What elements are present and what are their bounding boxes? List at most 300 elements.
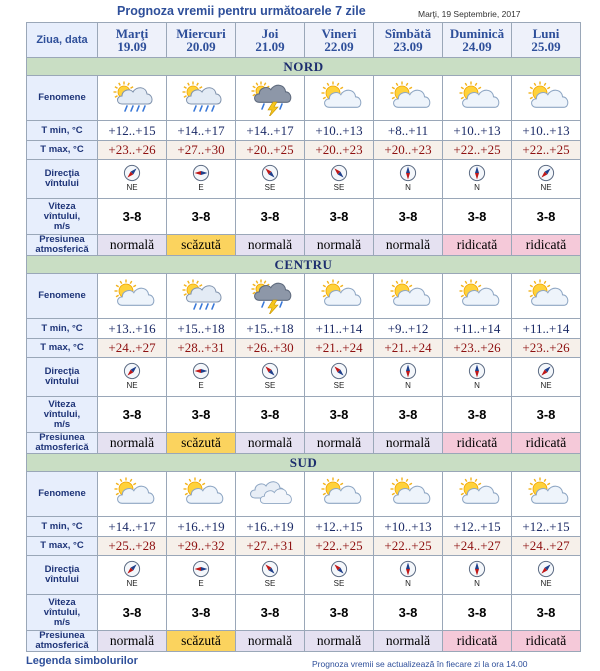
wind-direction-cell: [98, 556, 167, 595]
tmax-value: +27..+31: [246, 538, 294, 553]
wind-speed-value: 3-8: [329, 208, 349, 224]
tmin-row: [27, 319, 581, 339]
pressure-cell: [98, 631, 167, 652]
sun-cloud-icon: [523, 80, 569, 116]
wind-direction: [468, 560, 486, 588]
wind-speed-value: 3-8: [260, 208, 280, 224]
sun-cloud-rain-icon: [178, 278, 224, 314]
wind-speed-row: [27, 595, 581, 631]
wind-direction: [192, 362, 210, 390]
tmax-value: +22..+25: [315, 538, 363, 553]
wind-speed-value: 3-8: [398, 208, 418, 224]
pressure-cell: [167, 235, 236, 256]
wind-direction-cell: [374, 556, 443, 595]
wind-speed-value: 3-8: [191, 208, 211, 224]
pressure-value: normală: [247, 633, 293, 648]
tmin-value: +9..+12: [387, 320, 429, 336]
wind-direction-cell: [305, 556, 374, 595]
phenomena-cell: [236, 472, 305, 517]
phenomena-cell: [512, 472, 581, 517]
wind-direction-label: [27, 358, 98, 397]
wind-direction-arrow-icon: [537, 164, 555, 182]
tmin-value: +15..+18: [246, 320, 294, 336]
wind-speed-value: 3-8: [398, 406, 418, 422]
phenomena-cell: [305, 274, 374, 319]
wind-speed-cell: [167, 199, 236, 235]
wind-direction-arrow-icon: [330, 362, 348, 380]
tmin-cell: [98, 121, 167, 141]
wind-direction-label: [27, 556, 98, 595]
wind-direction-cell: [167, 160, 236, 199]
wind-direction-text: SE: [264, 380, 276, 390]
wind-direction-cell: [512, 358, 581, 397]
wind-direction-arrow-icon: [261, 362, 279, 380]
tmax-value: +24..+27: [108, 340, 156, 355]
tmin-value: +11..+14: [522, 320, 570, 336]
tmax-label-text: T max, °C: [40, 342, 84, 353]
tmin-value: +10..+13: [315, 122, 363, 138]
day-header: [374, 23, 443, 58]
wind-speed-cell: [512, 397, 581, 433]
update-note: Prognoza vremii se actualizează în fiecare zi la ora 14.00: [312, 659, 528, 669]
wind-speed-cell: [305, 595, 374, 631]
wind-speed-row: [27, 397, 581, 433]
tmin-value: +16..+19: [177, 518, 225, 534]
pressure-value: normală: [109, 633, 155, 648]
day-name: Joi: [261, 25, 279, 41]
sun-cloud-icon: [385, 278, 431, 314]
pressure-cell: [98, 235, 167, 256]
tmax-value: +24..+27: [522, 538, 570, 553]
wind-speed-label-text: vîntului,: [43, 606, 81, 618]
pressure-cell: [374, 631, 443, 652]
tmax-label: [27, 339, 98, 358]
day-date: 23.09: [393, 38, 423, 54]
wind-speed-row: [27, 199, 581, 235]
tmin-cell: [236, 517, 305, 537]
wind-direction: [261, 164, 279, 192]
wind-direction-text: SE: [264, 578, 276, 588]
wind-speed-cell: [305, 199, 374, 235]
phenomena-cell: [512, 76, 581, 121]
tmin-value: +12..+15: [315, 518, 363, 534]
tmax-value: +20..+23: [315, 142, 363, 157]
wind-direction: [537, 560, 555, 588]
tmin-cell: [167, 517, 236, 537]
tmin-label: [27, 319, 98, 339]
day-date: 20.09: [186, 38, 216, 54]
wind-direction-cell: [236, 160, 305, 199]
tmax-cell: [167, 537, 236, 556]
pressure-value: normală: [385, 237, 431, 252]
tmin-row: [27, 121, 581, 141]
tmin-label-text: T min, °C: [41, 520, 83, 532]
wind-direction-label-text: Direcţia: [44, 366, 80, 377]
wind-direction-text: NE: [540, 380, 552, 390]
tmin-value: +11..+14: [315, 320, 363, 336]
wind-direction: [399, 164, 417, 192]
tmin-label-text: T min, °C: [41, 124, 83, 136]
wind-direction: [123, 560, 141, 588]
wind-direction-cell: [98, 160, 167, 199]
tmin-cell: [98, 319, 167, 339]
wind-direction-arrow-icon: [399, 362, 417, 380]
day-date-header: [27, 23, 98, 58]
pressure-cell: [443, 235, 512, 256]
wind-speed-value: 3-8: [329, 604, 349, 620]
tmax-value: +23..+26: [522, 340, 570, 355]
wind-speed-value: 3-8: [191, 604, 211, 620]
wind-direction-row: [27, 358, 581, 397]
pressure-cell: [443, 631, 512, 652]
wind-direction-text: SE: [333, 182, 345, 192]
wind-speed-label-text: Viteza: [48, 596, 76, 608]
wind-speed-value: 3-8: [536, 406, 556, 422]
tmax-cell: [305, 339, 374, 358]
wind-speed-cell: [98, 199, 167, 235]
region-row: [27, 454, 581, 472]
tmin-cell: [443, 319, 512, 339]
phenomena-cell: [98, 76, 167, 121]
tmin-label: [27, 517, 98, 537]
tmax-value: +24..+27: [453, 538, 501, 553]
sun-cloud-icon: [316, 476, 362, 512]
wind-speed-cell: [305, 397, 374, 433]
tmin-cell: [167, 121, 236, 141]
wind-direction-arrow-icon: [123, 362, 141, 380]
pressure-value: normală: [385, 435, 431, 450]
tmax-value: +21..+24: [315, 340, 363, 355]
wind-speed-label: [27, 595, 98, 631]
wind-speed-cell: [98, 595, 167, 631]
tmin-row: [27, 517, 581, 537]
tmin-value: +8..+11: [387, 122, 429, 138]
tmin-cell: [98, 517, 167, 537]
wind-direction-row: [27, 556, 581, 595]
tmax-cell: [512, 141, 581, 160]
sun-cloud-icon: [316, 278, 362, 314]
pressure-cell: [305, 433, 374, 454]
tmax-value: +23..+26: [108, 142, 156, 157]
wind-speed-value: 3-8: [122, 604, 142, 620]
wind-direction: [192, 560, 210, 588]
pressure-cell: [374, 433, 443, 454]
tmin-cell: [374, 517, 443, 537]
wind-speed-value: 3-8: [467, 604, 487, 620]
wind-direction-text: SE: [333, 380, 345, 390]
tmin-value: +12..+15: [108, 122, 156, 138]
pressure-cell: [167, 631, 236, 652]
tmin-cell: [236, 121, 305, 141]
tmax-cell: [443, 339, 512, 358]
tmin-cell: [305, 517, 374, 537]
wind-speed-value: 3-8: [467, 208, 487, 224]
sun-cloud-icon: [454, 476, 500, 512]
pressure-label: [27, 235, 98, 256]
region-title: SUD: [27, 454, 581, 472]
cloud-thunder-rain-icon: [247, 278, 293, 314]
pressure-cell: [512, 631, 581, 652]
tmax-cell: [98, 537, 167, 556]
phenomena-cell: [98, 472, 167, 517]
day-header: [305, 23, 374, 58]
pressure-cell: [236, 631, 305, 652]
wind-direction: [330, 164, 348, 192]
wind-speed-label-text: m/s: [53, 220, 71, 232]
tmax-value: +22..+25: [453, 142, 501, 157]
pressure-value: normală: [109, 435, 155, 450]
wind-speed-cell: [236, 199, 305, 235]
pressure-value: ridicată: [456, 237, 498, 252]
tmax-value: +22..+25: [384, 538, 432, 553]
tmax-value: +29..+32: [177, 538, 225, 553]
day-header: [512, 23, 581, 58]
pressure-label-text: Presiunea: [39, 630, 85, 641]
phenomena-cell: [305, 472, 374, 517]
wind-direction-text: E: [198, 380, 204, 390]
wind-speed-value: 3-8: [260, 604, 280, 620]
tmax-label: [27, 537, 98, 556]
tmax-value: +25..+28: [108, 538, 156, 553]
tmax-cell: [443, 141, 512, 160]
phenomena-label-text: Fenomene: [38, 290, 86, 301]
tmin-value: +15..+18: [177, 320, 225, 336]
day-header: [236, 23, 305, 58]
wind-direction-text: NE: [126, 182, 138, 192]
tmin-value: +12..+15: [453, 518, 501, 534]
day-name: Luni: [532, 25, 560, 41]
phenomena-label-text: Fenomene: [38, 92, 86, 103]
phenomena-cell: [512, 274, 581, 319]
sun-cloud-icon: [109, 476, 155, 512]
tmax-row: [27, 537, 581, 556]
tmin-cell: [167, 319, 236, 339]
current-date: Marţi, 19 Septembrie, 2017: [418, 9, 521, 19]
wind-direction: [192, 164, 210, 192]
pressure-cell: [305, 631, 374, 652]
tmin-cell: [512, 121, 581, 141]
wind-speed-cell: [167, 397, 236, 433]
tmax-value: +27..+30: [177, 142, 225, 157]
wind-direction-text: N: [405, 578, 411, 588]
pressure-cell: [305, 235, 374, 256]
wind-direction-arrow-icon: [192, 164, 210, 182]
pressure-value: scăzută: [181, 435, 221, 450]
tmin-value: +12..+15: [522, 518, 570, 534]
wind-speed-value: 3-8: [122, 406, 142, 422]
pressure-value: ridicată: [456, 633, 498, 648]
wind-speed-value: 3-8: [467, 406, 487, 422]
wind-direction: [330, 560, 348, 588]
wind-direction-cell: [512, 556, 581, 595]
wind-direction-arrow-icon: [468, 164, 486, 182]
wind-direction-arrow-icon: [330, 164, 348, 182]
wind-direction-text: N: [474, 182, 480, 192]
wind-speed-cell: [512, 595, 581, 631]
day-name: Duminică: [449, 25, 505, 41]
day-date: 21.09: [255, 38, 285, 54]
wind-direction-arrow-icon: [399, 560, 417, 578]
pressure-value: normală: [109, 237, 155, 252]
wind-speed-value: 3-8: [260, 406, 280, 422]
sun-cloud-icon: [385, 476, 431, 512]
wind-direction-text: NE: [540, 578, 552, 588]
pressure-value: normală: [385, 633, 431, 648]
sun-cloud-icon: [178, 476, 224, 512]
sun-cloud-icon: [385, 80, 431, 116]
pressure-label: [27, 631, 98, 652]
wind-direction-arrow-icon: [192, 560, 210, 578]
tmin-value: +10..+13: [453, 122, 501, 138]
tmin-value: +10..+13: [522, 122, 570, 138]
day-name: Sîmbătă: [384, 25, 432, 41]
wind-direction-cell: [512, 160, 581, 199]
sun-cloud-rain-icon: [178, 80, 224, 116]
wind-direction-row: [27, 160, 581, 199]
wind-direction-text: NE: [126, 578, 138, 588]
wind-direction: [261, 362, 279, 390]
wind-direction: [399, 362, 417, 390]
phenomena-row: [27, 76, 581, 121]
tmin-cell: [236, 319, 305, 339]
pressure-cell: [167, 433, 236, 454]
sun-cloud-icon: [523, 476, 569, 512]
wind-direction-cell: [236, 556, 305, 595]
wind-direction: [330, 362, 348, 390]
pressure-row: [27, 631, 581, 652]
wind-direction-arrow-icon: [261, 164, 279, 182]
wind-direction-cell: [374, 160, 443, 199]
wind-direction: [399, 560, 417, 588]
wind-direction-text: N: [474, 578, 480, 588]
header-row: [27, 23, 581, 58]
pressure-label-text: atmosferică: [35, 244, 89, 255]
pressure-value: normală: [316, 237, 362, 252]
tmin-value: +13..+16: [108, 320, 156, 336]
pressure-value: normală: [247, 435, 293, 450]
wind-speed-value: 3-8: [122, 208, 142, 224]
tmin-cell: [443, 517, 512, 537]
wind-direction: [261, 560, 279, 588]
region-row: [27, 58, 581, 76]
wind-direction-text: SE: [264, 182, 276, 192]
phenomena-label: [27, 274, 98, 319]
wind-speed-cell: [374, 397, 443, 433]
tmax-value: +28..+31: [177, 340, 225, 355]
wind-speed-cell: [236, 397, 305, 433]
phenomena-cell: [443, 76, 512, 121]
sun-cloud-icon: [109, 278, 155, 314]
wind-direction-arrow-icon: [468, 560, 486, 578]
wind-speed-label-text: vîntului,: [43, 210, 81, 222]
pressure-row: [27, 235, 581, 256]
pressure-value: scăzută: [181, 237, 221, 252]
tmax-cell: [236, 141, 305, 160]
wind-speed-label: [27, 397, 98, 433]
cloud-icon: [247, 476, 293, 512]
wind-direction-arrow-icon: [123, 164, 141, 182]
day-name: Marţi: [115, 25, 149, 41]
wind-direction-arrow-icon: [537, 362, 555, 380]
tmax-cell: [374, 537, 443, 556]
region-row: [27, 256, 581, 274]
pressure-cell: [443, 433, 512, 454]
tmin-label: [27, 121, 98, 141]
wind-direction-label-text: Direcţia: [44, 564, 80, 575]
tmax-cell: [512, 339, 581, 358]
tmax-value: +22..+25: [522, 142, 570, 157]
tmax-cell: [167, 141, 236, 160]
tmin-cell: [443, 121, 512, 141]
pressure-value: normală: [316, 633, 362, 648]
phenomena-label: [27, 76, 98, 121]
wind-direction-arrow-icon: [330, 560, 348, 578]
wind-direction-text: NE: [540, 182, 552, 192]
tmax-value: +21..+24: [384, 340, 432, 355]
tmax-value: +26..+30: [246, 340, 294, 355]
tmin-value: +11..+14: [453, 320, 501, 336]
tmax-value: +20..+23: [384, 142, 432, 157]
day-date: 19.09: [117, 38, 147, 54]
pressure-label-text: Presiunea: [39, 234, 85, 245]
wind-speed-label-text: vîntului,: [43, 408, 81, 420]
phenomena-cell: [236, 76, 305, 121]
wind-direction-text: N: [405, 380, 411, 390]
wind-speed-value: 3-8: [398, 604, 418, 620]
tmin-value: +10..+13: [384, 518, 432, 534]
pressure-label-text: Presiunea: [39, 432, 85, 443]
wind-speed-cell: [167, 595, 236, 631]
tmin-value: +14..+17: [177, 122, 225, 138]
sun-cloud-icon: [454, 80, 500, 116]
wind-direction-cell: [305, 358, 374, 397]
pressure-value: scăzută: [181, 633, 221, 648]
wind-direction-text: E: [198, 578, 204, 588]
day-date: 25.09: [531, 38, 561, 54]
wind-direction-cell: [167, 358, 236, 397]
phenomena-cell: [443, 472, 512, 517]
legend-link[interactable]: Legenda simbolurilor: [26, 655, 138, 667]
phenomena-cell: [443, 274, 512, 319]
day-header: [443, 23, 512, 58]
wind-speed-label-text: Viteza: [48, 398, 76, 410]
pressure-value: ridicată: [525, 237, 567, 252]
tmin-cell: [374, 319, 443, 339]
tmax-row: [27, 141, 581, 160]
tmax-label-text: T max, °C: [40, 540, 84, 551]
tmax-cell: [167, 339, 236, 358]
wind-direction: [537, 362, 555, 390]
tmin-cell: [305, 319, 374, 339]
day-name: Miercuri: [176, 25, 226, 41]
wind-speed-cell: [512, 199, 581, 235]
pressure-cell: [374, 235, 443, 256]
wind-direction-label: [27, 160, 98, 199]
pressure-row: [27, 433, 581, 454]
sun-cloud-rain-icon: [109, 80, 155, 116]
phenomena-cell: [374, 472, 443, 517]
phenomena-cell: [167, 472, 236, 517]
phenomena-cell: [374, 274, 443, 319]
pressure-value: normală: [316, 435, 362, 450]
tmax-cell: [236, 537, 305, 556]
wind-direction-arrow-icon: [261, 560, 279, 578]
tmin-cell: [512, 517, 581, 537]
phenomena-row: [27, 472, 581, 517]
pressure-cell: [236, 433, 305, 454]
wind-direction-text: E: [198, 182, 204, 192]
pressure-value: ridicată: [525, 435, 567, 450]
